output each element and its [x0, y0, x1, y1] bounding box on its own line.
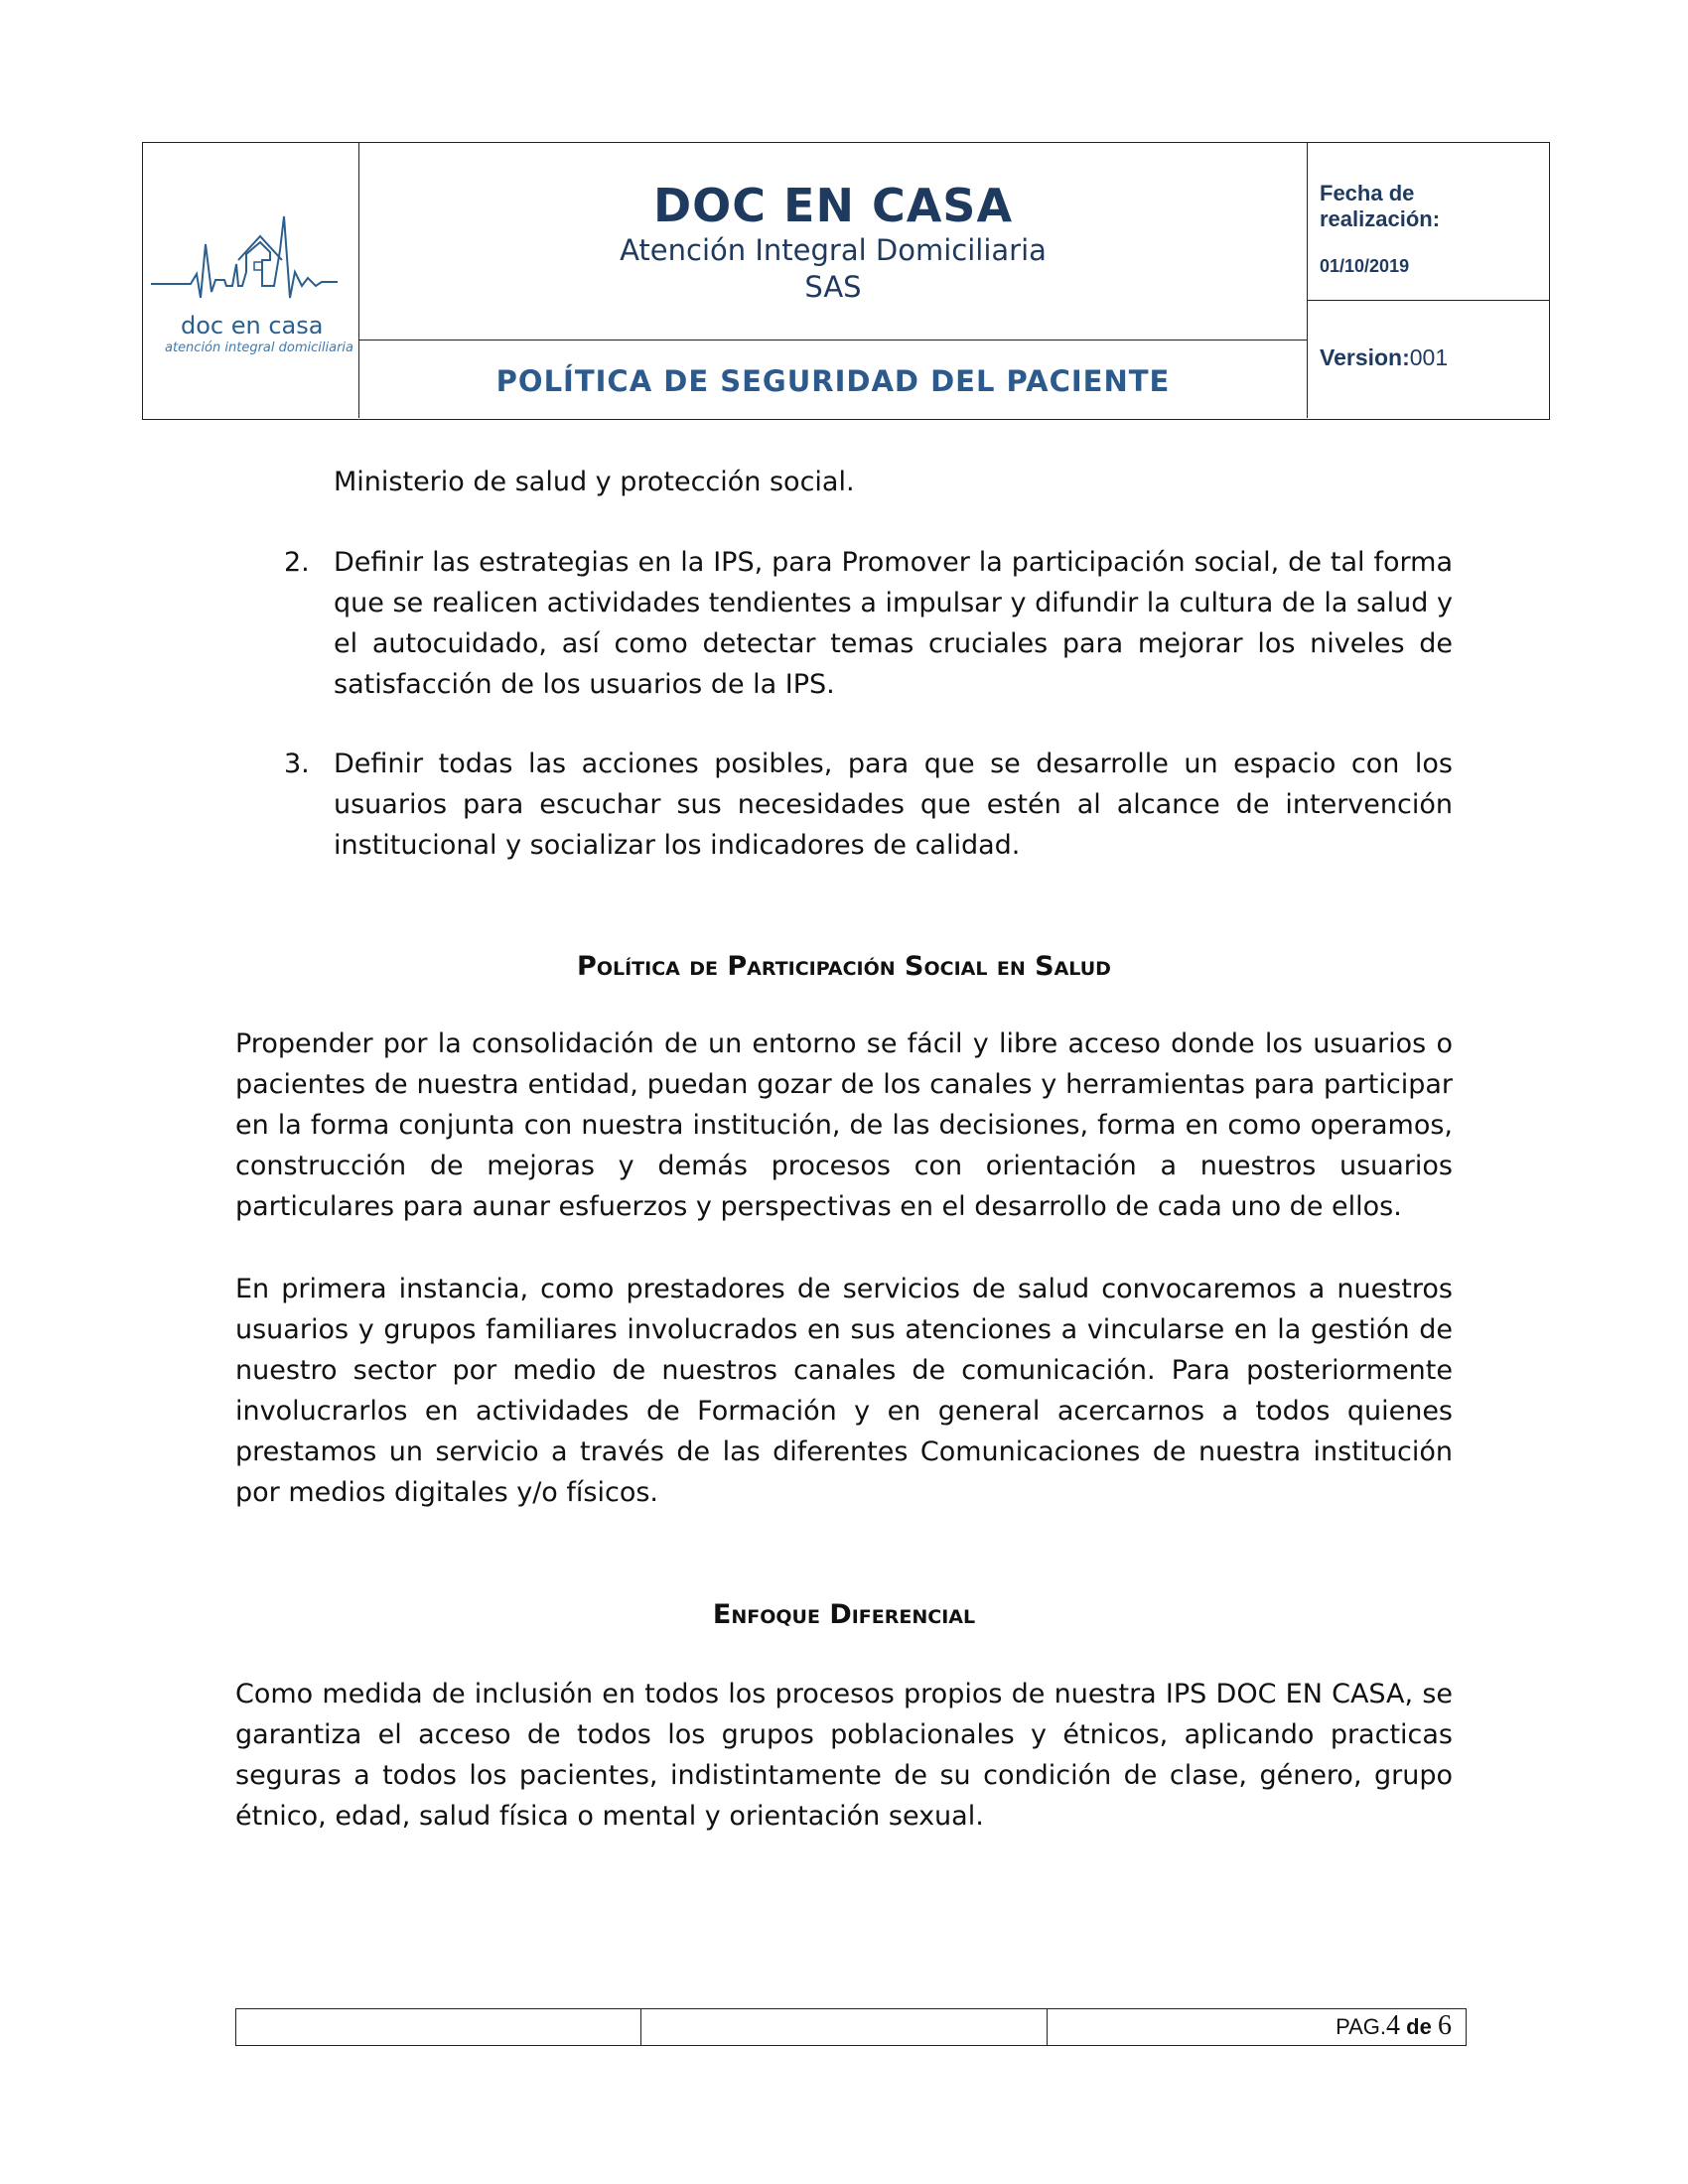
continuation-text: Ministerio de salud y protección social.: [334, 467, 855, 497]
list-item: [284, 542, 1453, 705]
brand-subtitle-sas: SAS: [804, 270, 862, 304]
paragraph: Propender por la consolidación de un entorno se fácil y libre acceso donde los usuarios o pacientes de nuestra entidad, puedan gozar de los canales y herramientas para participar en la forma conjunta con nuestra institución, de las decisiones, forma en como operamos, construcción de mejoras y demás procesos con orientación a nuestros usuarios particulares para aunar esfuerzos y perspectivas en el desarrollo de cada uno de ellos.: [235, 1028, 1453, 1222]
list-item-text: Definir todas las acciones posibles, para que se desarrolle un espacio con los usuarios para escuchar sus necesidades que estén al alcance de intervención institucional y socializar los indicadores de calidad.: [334, 749, 1453, 861]
page-total: 6: [1437, 2010, 1452, 2041]
brand-subtitle: Atención Integral Domiciliaria: [620, 233, 1047, 267]
page-number: [1048, 2009, 1466, 2045]
list-item-number: 2.: [284, 547, 310, 578]
version-label: Version:: [1320, 344, 1410, 370]
logo-name: doc en casa: [181, 312, 324, 340]
date-label: Fecha de realización:: [1320, 181, 1441, 231]
document-header: [142, 142, 1550, 420]
list-item: [284, 744, 1453, 866]
list-item-number: 3.: [284, 749, 310, 779]
section-heading-differential: Enfoque Diferencial: [712, 1599, 976, 1630]
title-cell: [359, 143, 1308, 341]
date-cell: [1308, 143, 1549, 301]
paragraph: En primera instancia, como prestadores de servicios de salud convocaremos a nuestros usuarios y grupos familiares involucrados en sus atenciones a vincularse en la gestión de nuestro sector por medio de nuestros canales de comunicación. Para posteriormente involucrarlos en actividades de Formación y en general acercarnos a todos quienes prestamos un servicio a través de las diferentes Comunicaciones de nuestra institución por medios digitales y/o físicos.: [235, 1274, 1453, 1508]
version-cell: [1308, 301, 1549, 418]
brand-title: DOC EN CASA: [652, 179, 1014, 232]
heartbeat-house-logo-icon: [143, 203, 359, 312]
footer-cell-empty: [641, 2009, 1047, 2045]
policy-cell: [359, 341, 1308, 418]
version-line: [1320, 344, 1549, 371]
list-item-text: Definir las estrategias en la IPS, para Promover la participación social, de tal forma que se realicen actividades tendientes a impulsar y difundir la cultura de la salud y el autocuidado, así como detectar temas cruciales para mejorar los niveles de satisfacción de los usuarios de la IPS.: [334, 547, 1453, 700]
version-value: 001: [1409, 344, 1449, 370]
page-of: de: [1406, 2014, 1432, 2039]
footer-cell-empty: [236, 2009, 641, 2045]
page-prefix: PAG.: [1336, 2014, 1387, 2039]
policy-title: POLÍTICA DE SEGURIDAD DEL PACIENTE: [495, 364, 1171, 398]
date-value: 01/10/2019: [1320, 256, 1410, 276]
section-heading-participation: Política de Participación Social en Salud: [577, 951, 1111, 982]
page-current: 4: [1386, 2010, 1401, 2041]
logo-cell: [143, 143, 359, 418]
page-footer: [235, 2008, 1467, 2046]
paragraph: Como medida de inclusión en todos los procesos propios de nuestra IPS DOC EN CASA, se garantiza el acceso de todos los grupos poblacionales y étnicos, aplicando practicas seguras a todos los pacientes, indistintamente de su condición de clase, género, grupo étnico, edad, salud física o mental y orientación sexual.: [235, 1679, 1453, 1832]
logo-tagline: atención integral domiciliaria: [165, 341, 353, 355]
